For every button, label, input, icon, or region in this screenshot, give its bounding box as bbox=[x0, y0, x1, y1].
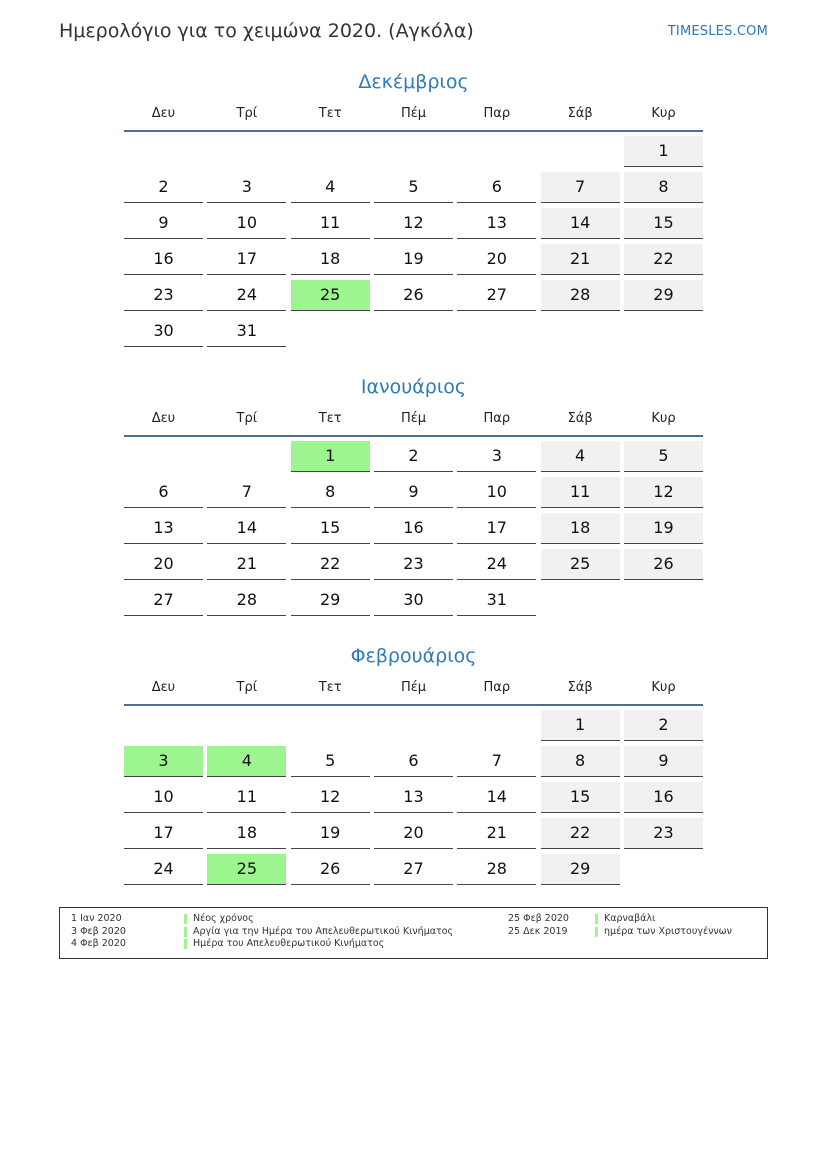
day-cell: 24 bbox=[207, 280, 286, 311]
day-cell: 12 bbox=[374, 208, 453, 239]
day-cell: 2 bbox=[624, 710, 703, 741]
day-cell: 22 bbox=[541, 818, 620, 849]
weekday-label: Τετ bbox=[318, 680, 342, 695]
week-row bbox=[124, 172, 703, 208]
page-header bbox=[59, 18, 768, 48]
day-cell: 23 bbox=[374, 549, 453, 580]
empty-day-cell bbox=[457, 136, 536, 166]
day-cell: 18 bbox=[541, 513, 620, 544]
legend-date: 25 Φεβ 2020 bbox=[508, 913, 569, 924]
legend-holiday-name: Αργία για την Ημέρα του Απελευθερωτικού Κινήματος bbox=[193, 925, 454, 937]
day-cell: 2 bbox=[374, 441, 453, 472]
empty-day-cell bbox=[541, 585, 620, 615]
month-title: Φεβρουάριος bbox=[350, 645, 477, 667]
weekday-label: Τετ bbox=[318, 106, 342, 121]
holiday-color-swatch bbox=[595, 914, 598, 924]
day-cell: 20 bbox=[374, 818, 453, 849]
weekday-label: Παρ bbox=[483, 680, 511, 695]
day-cell: 27 bbox=[124, 585, 203, 616]
day-cell: 19 bbox=[374, 244, 453, 275]
site-link[interactable]: TIMESLES.COM bbox=[667, 24, 768, 39]
legend-date: 3 Φεβ 2020 bbox=[71, 925, 126, 937]
legend-item bbox=[71, 913, 453, 926]
day-cell: 14 bbox=[541, 208, 620, 239]
empty-day-cell bbox=[124, 710, 203, 740]
day-cell: 3 bbox=[207, 172, 286, 203]
day-cell: 17 bbox=[207, 244, 286, 275]
week-row bbox=[124, 585, 703, 621]
day-cell: 19 bbox=[624, 513, 703, 544]
day-cell: 4 bbox=[541, 441, 620, 472]
week-row bbox=[124, 818, 703, 854]
empty-day-cell bbox=[207, 136, 286, 166]
weekday-label: Τρί bbox=[236, 411, 258, 426]
day-cell: 26 bbox=[624, 549, 703, 580]
day-cell: 9 bbox=[124, 208, 203, 239]
day-cell: 21 bbox=[457, 818, 536, 849]
weekday-header bbox=[124, 403, 703, 437]
week-row bbox=[124, 549, 703, 585]
week-row bbox=[124, 441, 703, 477]
day-cell: 28 bbox=[541, 280, 620, 311]
day-cell: 9 bbox=[374, 477, 453, 508]
weekday-label: Δευ bbox=[151, 106, 176, 121]
legend-column-right bbox=[508, 913, 732, 938]
day-cell: 14 bbox=[207, 513, 286, 544]
holiday-color-swatch bbox=[184, 914, 187, 924]
day-cell: 13 bbox=[374, 782, 453, 813]
day-cell: 13 bbox=[457, 208, 536, 239]
weekday-label: Τρί bbox=[236, 680, 258, 695]
holiday-day-cell: 25 bbox=[291, 280, 370, 311]
weekday-label: Σάβ bbox=[567, 106, 593, 121]
day-cell: 7 bbox=[457, 746, 536, 777]
weekday-label: Σάβ bbox=[567, 680, 593, 695]
day-cell: 20 bbox=[124, 549, 203, 580]
empty-day-cell bbox=[207, 441, 286, 471]
day-cell: 30 bbox=[124, 316, 203, 347]
day-cell: 29 bbox=[624, 280, 703, 311]
day-cell: 6 bbox=[374, 746, 453, 777]
weeks bbox=[124, 136, 703, 352]
empty-day-cell bbox=[374, 316, 453, 346]
empty-day-cell bbox=[541, 316, 620, 346]
weeks bbox=[124, 710, 703, 890]
day-cell: 13 bbox=[124, 513, 203, 544]
day-cell: 27 bbox=[374, 854, 453, 885]
day-cell: 15 bbox=[624, 208, 703, 239]
weekday-label: Σάβ bbox=[567, 411, 593, 426]
month-title: Ιανουάριος bbox=[360, 376, 467, 398]
day-cell: 20 bbox=[457, 244, 536, 275]
legend-date: 25 Δεκ 2019 bbox=[508, 925, 568, 937]
weekday-label: Παρ bbox=[483, 106, 511, 121]
day-cell: 17 bbox=[124, 818, 203, 849]
day-cell: 26 bbox=[291, 854, 370, 885]
day-cell: 15 bbox=[541, 782, 620, 813]
legend-holiday-name: Ημέρα του Απελευθερωτικού Κινήματος bbox=[193, 938, 385, 949]
day-cell: 24 bbox=[124, 854, 203, 885]
holiday-legend bbox=[59, 907, 768, 959]
weekday-label: Κυρ bbox=[651, 680, 676, 695]
week-row bbox=[124, 513, 703, 549]
day-cell: 24 bbox=[457, 549, 536, 580]
day-cell: 21 bbox=[207, 549, 286, 580]
weekday-label: Δευ bbox=[151, 411, 176, 426]
day-cell: 10 bbox=[124, 782, 203, 813]
day-cell: 16 bbox=[374, 513, 453, 544]
empty-day-cell bbox=[291, 710, 370, 740]
day-cell: 5 bbox=[374, 172, 453, 203]
day-cell: 11 bbox=[207, 782, 286, 813]
empty-day-cell bbox=[374, 710, 453, 740]
empty-day-cell bbox=[207, 710, 286, 740]
holiday-color-swatch bbox=[595, 927, 598, 937]
empty-day-cell bbox=[291, 316, 370, 346]
month-block bbox=[124, 66, 703, 352]
holiday-day-cell: 1 bbox=[291, 441, 370, 472]
day-cell: 23 bbox=[124, 280, 203, 311]
day-cell: 30 bbox=[374, 585, 453, 616]
empty-day-cell bbox=[541, 136, 620, 166]
week-row bbox=[124, 136, 703, 172]
week-row bbox=[124, 280, 703, 316]
legend-item bbox=[71, 938, 453, 951]
holiday-color-swatch bbox=[184, 939, 187, 949]
legend-holiday-name: ημέρα των Χριστουγέννων bbox=[604, 925, 732, 937]
day-cell: 31 bbox=[207, 316, 286, 347]
holiday-color-swatch bbox=[184, 927, 187, 937]
day-cell: 27 bbox=[457, 280, 536, 311]
empty-day-cell bbox=[291, 136, 370, 166]
day-cell: 6 bbox=[124, 477, 203, 508]
empty-day-cell bbox=[374, 136, 453, 166]
weekday-label: Παρ bbox=[483, 411, 511, 426]
legend-column-left bbox=[71, 913, 453, 951]
legend-holiday-name: Νέος χρόνος bbox=[193, 913, 254, 924]
day-cell: 8 bbox=[291, 477, 370, 508]
weeks bbox=[124, 441, 703, 621]
day-cell: 1 bbox=[541, 710, 620, 741]
day-cell: 28 bbox=[207, 585, 286, 616]
day-cell: 14 bbox=[457, 782, 536, 813]
day-cell: 21 bbox=[541, 244, 620, 275]
day-cell: 7 bbox=[541, 172, 620, 203]
empty-day-cell bbox=[124, 136, 203, 166]
day-cell: 22 bbox=[291, 549, 370, 580]
day-cell: 16 bbox=[124, 244, 203, 275]
day-cell: 11 bbox=[291, 208, 370, 239]
day-cell: 28 bbox=[457, 854, 536, 885]
day-cell: 16 bbox=[624, 782, 703, 813]
day-cell: 1 bbox=[624, 136, 703, 167]
weekday-label: Πέμ bbox=[400, 680, 427, 695]
day-cell: 19 bbox=[291, 818, 370, 849]
empty-day-cell bbox=[624, 316, 703, 346]
day-cell: 9 bbox=[624, 746, 703, 777]
month-block bbox=[124, 640, 703, 890]
weekday-label: Τρί bbox=[236, 106, 258, 121]
week-row bbox=[124, 710, 703, 746]
legend-item bbox=[508, 913, 732, 926]
day-cell: 10 bbox=[207, 208, 286, 239]
day-cell: 31 bbox=[457, 585, 536, 616]
empty-day-cell bbox=[624, 854, 703, 884]
day-cell: 17 bbox=[457, 513, 536, 544]
legend-holiday-name: Καρναβάλι bbox=[604, 913, 656, 924]
weekday-label: Κυρ bbox=[651, 411, 676, 426]
day-cell: 23 bbox=[624, 818, 703, 849]
day-cell: 8 bbox=[541, 746, 620, 777]
holiday-day-cell: 25 bbox=[207, 854, 286, 885]
week-row bbox=[124, 782, 703, 818]
week-row bbox=[124, 854, 703, 890]
legend-date: 1 Ιαν 2020 bbox=[71, 913, 122, 924]
day-cell: 5 bbox=[624, 441, 703, 472]
page-title: Ημερολόγιο για το χειμώνα 2020. (Αγκόλα) bbox=[59, 20, 474, 42]
empty-day-cell bbox=[457, 316, 536, 346]
weekday-label: Πέμ bbox=[400, 411, 427, 426]
week-row bbox=[124, 746, 703, 782]
day-cell: 4 bbox=[291, 172, 370, 203]
legend-item bbox=[71, 926, 453, 939]
weekday-header bbox=[124, 98, 703, 132]
day-cell: 11 bbox=[541, 477, 620, 508]
month-title: Δεκέμβριος bbox=[358, 71, 469, 93]
week-row bbox=[124, 477, 703, 513]
day-cell: 3 bbox=[457, 441, 536, 472]
day-cell: 15 bbox=[291, 513, 370, 544]
empty-day-cell bbox=[124, 441, 203, 471]
day-cell: 26 bbox=[374, 280, 453, 311]
day-cell: 18 bbox=[291, 244, 370, 275]
day-cell: 8 bbox=[624, 172, 703, 203]
weekday-header bbox=[124, 672, 703, 706]
week-row bbox=[124, 316, 703, 352]
day-cell: 12 bbox=[291, 782, 370, 813]
empty-day-cell bbox=[624, 585, 703, 615]
day-cell: 25 bbox=[541, 549, 620, 580]
week-row bbox=[124, 244, 703, 280]
day-cell: 5 bbox=[291, 746, 370, 777]
day-cell: 18 bbox=[207, 818, 286, 849]
day-cell: 29 bbox=[291, 585, 370, 616]
day-cell: 29 bbox=[541, 854, 620, 885]
day-cell: 22 bbox=[624, 244, 703, 275]
day-cell: 6 bbox=[457, 172, 536, 203]
holiday-day-cell: 4 bbox=[207, 746, 286, 777]
day-cell: 12 bbox=[624, 477, 703, 508]
empty-day-cell bbox=[457, 710, 536, 740]
weekday-label: Τετ bbox=[318, 411, 342, 426]
legend-item bbox=[508, 926, 732, 939]
holiday-day-cell: 3 bbox=[124, 746, 203, 777]
weekday-label: Δευ bbox=[151, 680, 176, 695]
day-cell: 2 bbox=[124, 172, 203, 203]
weekday-label: Πέμ bbox=[400, 106, 427, 121]
legend-date: 4 Φεβ 2020 bbox=[71, 938, 126, 949]
month-block bbox=[124, 371, 703, 621]
day-cell: 7 bbox=[207, 477, 286, 508]
weekday-label: Κυρ bbox=[651, 106, 676, 121]
day-cell: 10 bbox=[457, 477, 536, 508]
week-row bbox=[124, 208, 703, 244]
